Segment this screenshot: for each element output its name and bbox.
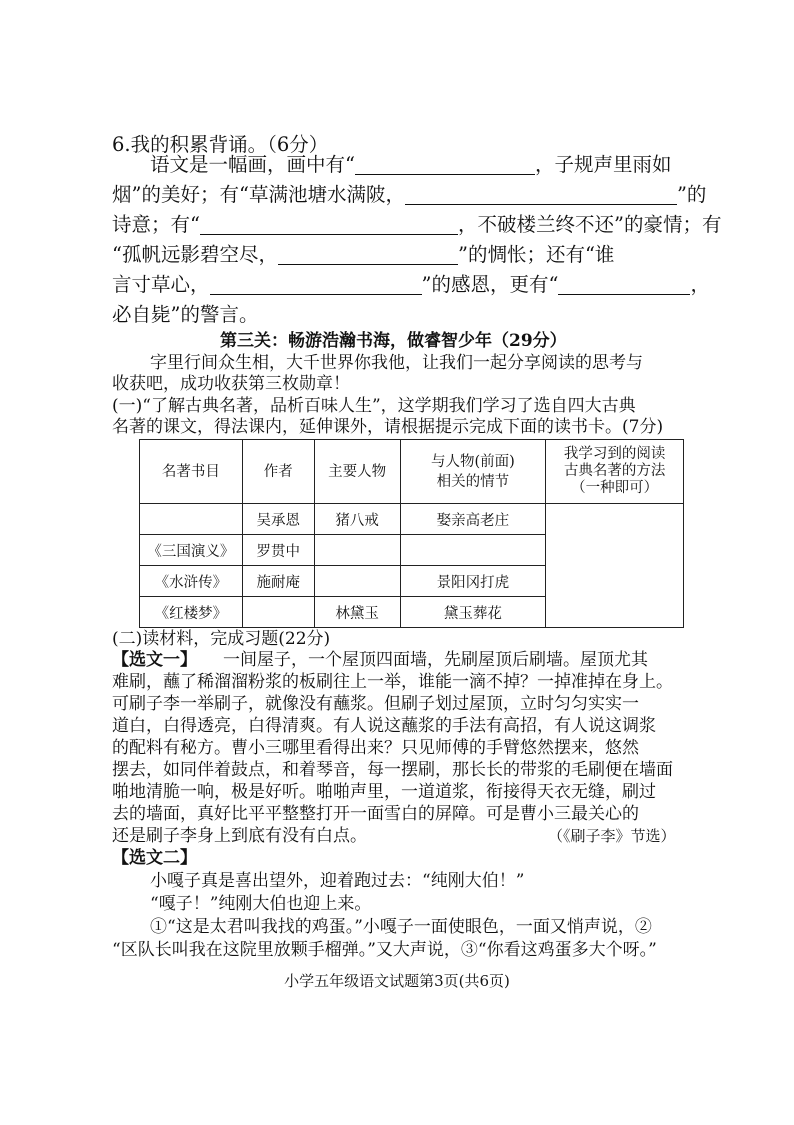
- text: ”的感恩，更有“: [421, 273, 559, 296]
- header-line: 相关的情节: [436, 473, 510, 490]
- part-1-instruction-line-1: (一)“了解古典名著，品析百味人生”，这学期我们学习了选自四大古典: [112, 396, 636, 416]
- header-line: 我学习到的阅读: [563, 446, 666, 462]
- passage-2-line: ①“这是太君叫我找的鸡蛋。”小嘎子一面使眼色，一面又悄声说，②: [150, 917, 652, 937]
- header-line: 与人物(前面): [430, 453, 515, 470]
- recitation-line-6: 必自毙”的警言。: [112, 303, 259, 326]
- recitation-line-4: [112, 240, 614, 270]
- text: 烟”的美好；有“草满池塘水满陂，: [112, 183, 405, 206]
- recitation-line-5: [112, 270, 710, 300]
- text: 语文是一幅画，画中有“: [150, 153, 355, 176]
- answer-blank[interactable]: [405, 184, 677, 205]
- table-cell: 林黛玉: [314, 597, 400, 628]
- answer-blank[interactable]: [355, 154, 535, 175]
- header-line: 古典名著的方法: [563, 463, 666, 479]
- table-cell: 《三国演义》: [140, 535, 243, 566]
- header-line: （一种即可）: [571, 480, 659, 496]
- recitation-line-1: [150, 150, 672, 180]
- table-cell[interactable]: [314, 566, 400, 597]
- table-cell: 娶亲高老庄: [400, 504, 546, 535]
- table-cell: 吴承恩: [242, 504, 314, 535]
- text: 言寸草心，: [112, 273, 210, 296]
- part-1-instruction-line-2: 名著的课文，得法课内，延伸课外，请根据提示完成下面的读书卡。(7分): [112, 417, 664, 437]
- passage-1-label: 【选文一】: [112, 650, 197, 670]
- header-book-title: 名著书目: [140, 440, 243, 504]
- table-cell: 《水浒传》: [140, 566, 243, 597]
- section-3-heading: 第三关：畅游浩瀚书海，做睿智少年（29分）: [220, 331, 567, 351]
- text: ，子规声里雨如: [534, 153, 672, 176]
- reading-method-answer-cell[interactable]: [546, 504, 684, 628]
- answer-blank[interactable]: [200, 214, 458, 235]
- table-cell: 罗贯中: [242, 535, 314, 566]
- page-footer: 小学五年级语文试题第3页(共6页): [284, 972, 510, 990]
- header-main-character: 主要人物: [314, 440, 400, 504]
- recitation-line-2: [112, 180, 706, 210]
- passage-1-line: 的配料有秘方。曹小三哪里看得出来？只见师傅的手臂悠然摆来，悠然: [112, 738, 639, 758]
- reading-card-table: [139, 439, 684, 628]
- section-3-intro-line-2: 收获吧，成功收获第三枚勋章！: [112, 374, 350, 394]
- text: ”的惆怅；还有“谁: [457, 243, 615, 266]
- passage-1-line: 难刷，蘸了稀溜溜粉浆的板刷往上一举，谁能一滴不掉？一掉准掉在身上。: [112, 672, 673, 692]
- table-cell: 《红楼梦》: [140, 597, 243, 628]
- answer-blank[interactable]: [558, 274, 690, 295]
- passage-1-line: 可刷子李一举刷子，就像没有蘸浆。但刷子划过屋顶，立时匀匀实实一: [112, 694, 639, 714]
- passage-2-line: “区队长叫我在这院里放颗手榴弹。”又大声说，③“你看这鸡蛋多大个呀。”: [112, 940, 657, 960]
- header-author: 作者: [242, 440, 314, 504]
- text: “孤帆远影碧空尽，: [112, 243, 278, 266]
- text: ，不破楼兰终不还”的豪情；有: [457, 213, 722, 236]
- text: 一间屋子，一个屋顶四面墙，先刷屋顶后刷墙。屋顶尤其: [223, 650, 648, 670]
- passage-2-line: “嘎子！”纯刚大伯也迎上来。: [150, 894, 372, 914]
- passage-1-line: 啪地清脆一响，极是好听。啪啪声里，一道道浆，衔接得天衣无缝，刷过: [112, 782, 656, 802]
- text: 诗意；有“: [112, 213, 200, 236]
- passage-2-line: 小嘎子真是喜出望外，迎着跑过去：“纯刚大伯！”: [150, 871, 525, 891]
- part-2-title: (二)读材料，完成习题(22分): [112, 629, 331, 649]
- table-cell: 施耐庵: [242, 566, 314, 597]
- table-cell[interactable]: [140, 504, 243, 535]
- header-related-plot: [400, 440, 546, 504]
- table-cell[interactable]: [400, 535, 546, 566]
- text: ”的: [676, 183, 707, 206]
- recitation-line-3: [112, 210, 721, 240]
- answer-blank[interactable]: [210, 274, 422, 295]
- passage-1-source: （《刷子李》节选）: [548, 827, 676, 845]
- passage-1-line: 还是刷子李身上到底有没有白点。: [112, 826, 367, 846]
- passage-1-line: 去的墙面，真好比平平整整打开一面雪白的屏障。可是曹小三最关心的: [112, 804, 639, 824]
- table-cell: 猪八戒: [314, 504, 400, 535]
- table-cell: 景阳冈打虎: [400, 566, 546, 597]
- passage-1-line: 摆去，如同伴着鼓点，和着琴音，每一摆刷，那长长的带浆的毛刷便在墙面: [112, 760, 673, 780]
- passage-1-line: 道白，白得透亮，白得清爽。有人说这蘸浆的手法有高招，有人说这调浆: [112, 716, 656, 736]
- table-cell: 黛玉葬花: [400, 597, 546, 628]
- header-reading-method: [546, 440, 684, 504]
- table-cell[interactable]: [314, 535, 400, 566]
- text: ，: [690, 273, 710, 296]
- question-6-title: 6.我的积累背诵。（6分）: [112, 133, 329, 156]
- table-cell[interactable]: [242, 597, 314, 628]
- answer-blank[interactable]: [278, 244, 458, 265]
- passage-2-label: 【选文二】: [112, 848, 197, 868]
- section-3-intro-line-1: 字里行间众生相，大千世界你我他，让我们一起分享阅读的思考与: [150, 353, 643, 373]
